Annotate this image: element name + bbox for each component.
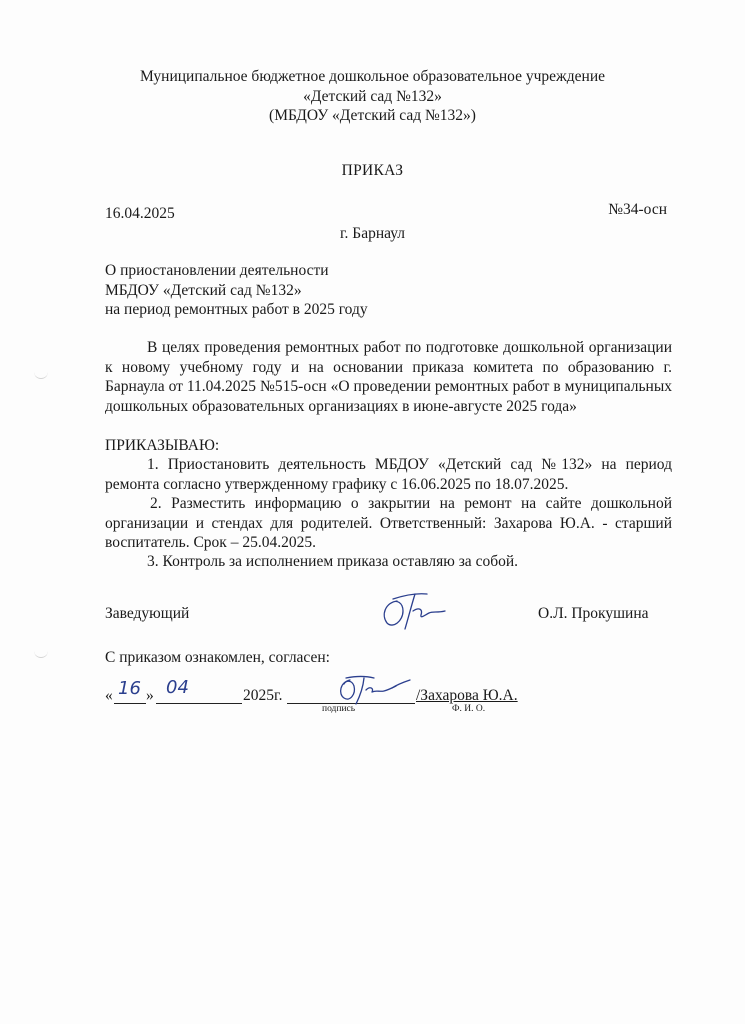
order-item-1: 1. Приостановить деятельность МБДОУ «Детский сад №132» на период ремонта согласно утвержденному графику с 16.06.2025 по 18.07.2025. <box>105 456 672 493</box>
ack-day: 16 <box>118 678 141 699</box>
caption-signature: подпись <box>322 704 356 714</box>
month-underline <box>156 703 242 704</box>
header-line-2: «Детский сад №132» <box>303 87 442 105</box>
director-signature-icon <box>375 585 455 635</box>
document-title: ПРИКАЗ <box>341 162 404 179</box>
signatory-position: Заведующий <box>105 605 190 622</box>
ack-name: /Захарова Ю.А. <box>416 687 518 704</box>
punch-hole-mark <box>34 372 48 379</box>
header-line-3: (МБДОУ «Детский сад №132») <box>269 107 476 124</box>
signatory-name: О.Л. Прокушина <box>538 605 649 622</box>
quote-open: « <box>105 687 113 704</box>
employee-signature-icon <box>330 670 412 708</box>
ack-year: 2025г. <box>243 687 283 704</box>
subject-line-3: на период ремонтных работ в 2025 году <box>105 301 368 318</box>
header-line-1: Муниципальное бюджетное дошкольное образовательное учреждение <box>140 68 605 85</box>
punch-hole-mark <box>34 651 48 658</box>
order-item-3: 3. Контроль за исполнением приказа оставляю за собой. <box>147 553 519 570</box>
ack-month: 04 <box>166 677 189 698</box>
order-date: 16.04.2025 <box>105 205 175 222</box>
order-subject <box>105 261 368 320</box>
quote-close: » <box>146 687 154 704</box>
acknowledgement-label: С приказом ознакомлен, согласен: <box>105 649 330 666</box>
caption-name: Ф. И. О. <box>452 704 486 714</box>
order-word: ПРИКАЗЫВАЮ: <box>105 437 220 454</box>
subject-line-2: МБДОУ «Детский сад №132» <box>105 281 302 299</box>
order-number: №34-осн <box>608 201 667 218</box>
day-underline <box>114 703 146 704</box>
order-item-2: 2. Разместить информацию о закрытии на ремонт на сайте дошкольной организации и стендах для родителей. Ответственный: Захарова Ю.А. - старший воспитатель. Срок – 25.04.2025. <box>105 495 672 551</box>
preamble-paragraph: В целях проведения ремонтных работ по подготовке дошкольной организации к новому учебному году и на основании приказа комитета по образованию г. Барнаула от 11.04.2025 №515-осн «О проведении ремонтных работ в муниципальных дошкольных образовательных организациях в июне-августе 2025 года» <box>105 339 672 415</box>
city: г. Барнаул <box>339 225 406 242</box>
organization-header <box>0 67 745 126</box>
subject-line-1: О приостановлении деятельности <box>105 262 329 279</box>
